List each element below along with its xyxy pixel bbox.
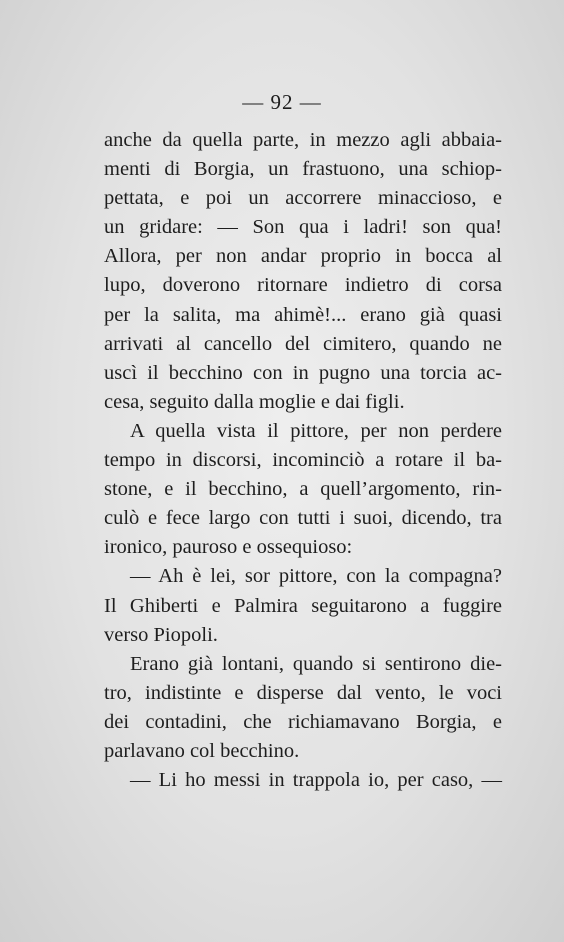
text-line: dei contadini, che richiamavano Borgia, e [104,710,502,733]
text-line: ironico, pauroso e ossequioso: [104,536,353,559]
text-line: cesa, seguito dalla moglie e dai figli. [104,390,405,413]
text-line: Allora, per non andar proprio in bocca al [104,245,502,268]
text-line: uscì il becchino con in pugno una torcia ac- [104,361,502,384]
text-line: tempo in discorsi, incominciò a rotare il ba- [104,449,502,472]
text-line: Erano già lontani, quando si sentirono die- [130,652,502,675]
text-line: — Li ho messi in trappola io, per caso, — [130,769,502,792]
text-line: stone, e il becchino, a quell’argomento, rin- [104,478,502,501]
page-number: — 92 — [242,90,322,114]
text-line: un gridare: — Son qua i ladri! son qua! [104,216,502,239]
text-line: verso Piopoli. [104,623,218,646]
text-line: Il Ghiberti e Palmira seguitarono a fuggire [104,594,502,617]
text-line: parlavano col becchino. [104,739,300,762]
text-line: lupo, doverono ritornare indietro di corsa [104,274,502,297]
text-line: arrivati al cancello del cimitero, quando ne [104,332,502,355]
text-line: menti di Borgia, un frastuono, una schiop- [104,158,502,181]
text-line: A quella vista il pittore, per non perdere [130,419,502,442]
text-line: tro, indistinte e disperse dal vento, le voci [104,681,502,704]
text-line: per la salita, ma ahimè!... erano già quasi [104,303,502,326]
text-line: — Ah è lei, sor pittore, con la compagna? [130,565,502,588]
text-line: anche da quella parte, in mezzo agli abbaia- [104,129,502,151]
text-line: culò e fece largo con tutti i suoi, dicendo, tra [104,507,502,530]
text-line: pettata, e poi un accorrere minaccioso, e [104,187,502,210]
body-text [104,126,502,795]
